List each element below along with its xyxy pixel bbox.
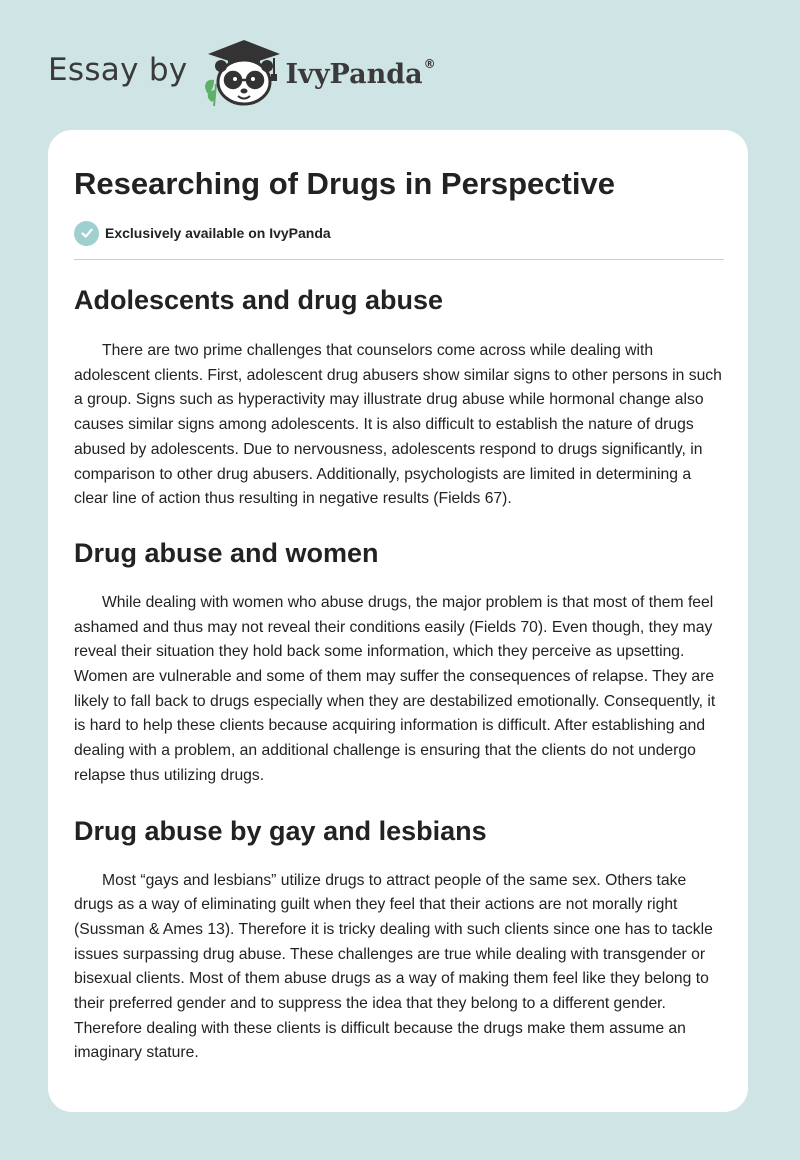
page-title: Researching of Drugs in Perspective [74, 166, 615, 201]
panda-logo-icon [200, 36, 284, 108]
section-heading-adolescents: Adolescents and drug abuse [74, 285, 444, 315]
section-paragraph-women: While dealing with women who abuse drugs, the major problem is that most of them feel ashamed and thus may not reveal their conditions easily (Fields 70). Even though, they may reveal their situation they hold back some information, which they perceive as upsetting. Women are vulnerable and some of them may suffer the consequences of relapse. They are likely to fall back to drugs especially when they are destabilized emotionally. Consequently, it is hard to help these clients because acquiring information is difficult. After establishing and dealing with a problem, an additional challenge is ensuring that the clients do not undergo relapse thus utilizing drugs. [74, 593, 716, 784]
check-icon [74, 221, 99, 246]
section-heading-women: Drug abuse and women [74, 537, 379, 568]
brand-name: IvyPanda [285, 58, 423, 90]
section-paragraph-gay-lesbians: Most “gays and lesbians” utilize drugs to attract people of the same sex. Others take drugs as a way of eliminating guilt when they feel that their actions are not morally right (Sussman & Ames 13). Therefore it is tricky dealing with such clients since one has to tackle issues surpassing drug abuse. These challenges are true while dealing with transgender or bisexual clients. Most of them abuse drugs as a way of making them feel like they belong to their preferred gender and to suppress the idea that they belong to a different gender. Therefore dealing with these clients is difficult because the drugs make them assume an imaginary stature. [74, 871, 713, 1062]
section-paragraph-adolescents: There are two prime challenges that counselors come across while dealing with adolescent clients. First, adolescent drug abusers show similar signs to other persons in such a group. Signs such as hyperactivity may illustrate drug abuse while hormonal change also causes similar signs among adolescents. It is also difficult to establish the nature of drugs abused by adolescents. Due to nervousness, adolescents respond to drugs significantly, in comparison to other drug abusers. Additionally, psychologists are limited in determining a clear line of action thus resulting in negative results (Fields 67). [74, 342, 722, 508]
section-heading-gay-lesbians: Drug abuse by gay and lesbians [74, 815, 487, 846]
exclusive-label: Exclusively available on IvyPanda [105, 225, 331, 241]
essay-content [74, 130, 724, 1066]
site-header-logo[interactable] [48, 36, 436, 108]
essay-by-label: Essay by [48, 52, 188, 88]
exclusive-badge [74, 220, 724, 246]
essay-card [48, 130, 748, 1112]
registered-mark: ® [423, 57, 436, 71]
title-divider [74, 259, 724, 260]
